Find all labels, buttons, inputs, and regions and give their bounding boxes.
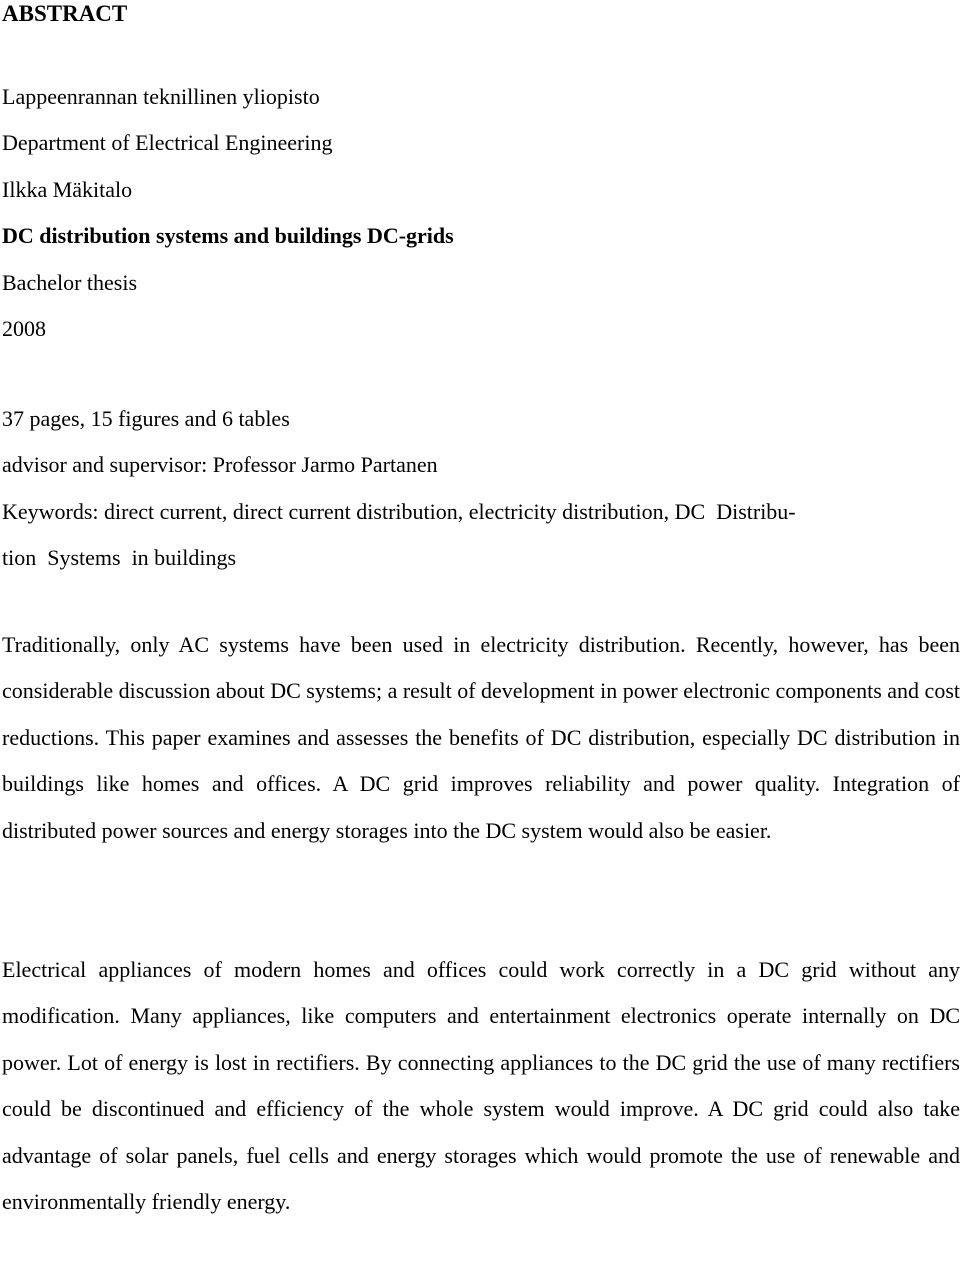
thesis-year: 2008 xyxy=(2,316,46,342)
thesis-title: DC distribution systems and buildings DC-grids xyxy=(2,223,454,249)
advisor-line: advisor and supervisor: Professor Jarmo Partanen xyxy=(2,452,438,478)
abstract-paragraph-2: Electrical appliances of modern homes and offices could work correctly in a DC grid without any modification. Many appliances, like computers and entertainment electronics operate internally on DC power. Lot of energy is lost in rectifiers. By connecting appliances to the DC grid the use of many rectifiers could be discontinued and efficiency of the whole system would improve. A DC grid could also take advantage of solar panels, fuel cells and energy storages which would promote the use of renewable and environmentally friendly energy. xyxy=(2,957,960,1215)
abstract-paragraph-1: Traditionally, only AC systems have been used in electricity distribution. Recently, however, has been considerable discussion about DC systems; a result of development in power electronic components and cost reductions. This paper examines and assesses the benefits of DC distribution, especially DC distribution in buildings like homes and offices. A DC grid improves reliability and power quality. Integration of distributed power sources and energy storages into the DC system would also be easier. xyxy=(2,632,960,843)
author-name: Ilkka Mäkitalo xyxy=(2,176,133,202)
abstract-heading: ABSTRACT xyxy=(2,1,128,26)
page-count: 37 pages, 15 figures and 6 tables xyxy=(2,406,290,431)
thesis-details xyxy=(2,396,952,582)
keywords-line-1: Keywords: direct current, direct current distribution, electricity distribution, DC Distribu- xyxy=(2,498,796,524)
thesis-metadata xyxy=(2,74,454,352)
department-name: Department of Electrical Engineering xyxy=(2,130,333,156)
keywords-line-2: tion Systems in buildings xyxy=(2,545,237,571)
university-name: Lappeenrannan teknillinen yliopisto xyxy=(2,84,320,109)
thesis-type: Bachelor thesis xyxy=(2,269,138,295)
